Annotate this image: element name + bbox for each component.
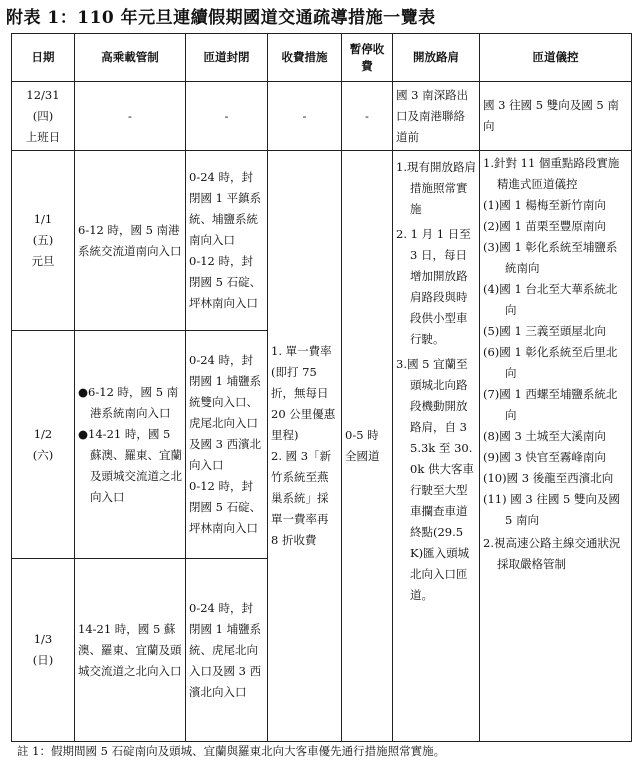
header-date: 日期	[12, 34, 75, 82]
hov-cell: 14-21 時，國 5 蘇澳、羅東、宜蘭及頭城交流道之北向入口	[75, 559, 186, 742]
toll-suspend-merged-cell: 0-5 時全國道	[342, 151, 393, 742]
table-row	[12, 151, 632, 331]
hov-cell: ●6-12 時，國 5 南港系統南向入口 ●14-21 時，國 5 蘇澳、羅東、宜蘭及頭城交流道之北向入口	[75, 331, 186, 559]
measures-table	[11, 33, 632, 742]
date-cell: 1/1 (五) 元旦	[12, 151, 75, 331]
bullet-icon: ●	[78, 426, 89, 441]
ramp-closure-cell: -	[186, 82, 268, 151]
shoulder-merged-cell: 1.現有開放路肩措施照常實施 2. 1 月 1 日至 3 日，每日增加開放路肩路段與時段供小型車行駛。 3.國 5 宜蘭至頭城北向路段機動開放路肩，自 35.3k 至 30.0k 供大客車行駛至大型車攔查車道終點(29.5K)匯入頭城北向入口匝道。	[393, 151, 480, 742]
list-item: (11) 國 3 往國 5 雙向及國 5 南向	[483, 492, 621, 527]
toll-merged-cell: 1. 單一費率(即打 75 折，無每日 20 公里優惠里程) 2. 國 3「新竹系統至燕巢系統」採單一費率再 8 折收費	[268, 151, 342, 742]
list-item: (7)國 1 西螺至埔鹽系統北向	[483, 387, 618, 422]
date-cell: 12/31 (四) 上班日	[12, 82, 75, 151]
list-item: (6)國 1 彰化系統至后里北向	[483, 345, 618, 380]
list-item: (5)國 1 三義至頭屋北向	[483, 324, 606, 338]
toll-cell: -	[268, 82, 342, 151]
list-item: (9)國 3 快官至霧峰南向	[483, 450, 606, 464]
list-item: (4)國 1 台北至大華系統北向	[483, 282, 618, 317]
footnote: 註 1：假期間國 5 石碇南向及頭城、宜蘭與羅東北向大客車優先通行措施照常實施。	[17, 744, 446, 758]
date-cell: 1/2 (六)	[12, 331, 75, 559]
ramp-metering-merged-cell: 1.針對 11 個重點路段實施精進式匝道儀控 (1)國 1 楊梅至新竹南向 (2)國 1 苗栗至豐原南向 (3)國 1 彰化系統至埔鹽系統南向 (4)國 1 台北至大華系統北向 (5)國 1 三義至頭屋北向 (6)國 1 彰化系統至后里北向 (7)國 1 西螺至埔鹽系統北向 (8)國 3 土城至大溪南向 (9)國 3 快官至霧峰南向 (10)國 3 後龍至西濱北向 (11) 國 3 往國 5 雙向及國 5 南向 2.視高速公路主線交通狀況採取嚴格管制	[480, 151, 632, 742]
header-hov: 高乘載管制	[75, 34, 186, 82]
header-shoulder: 開放路肩	[393, 34, 480, 82]
header-toll: 收費措施	[268, 34, 342, 82]
hov-cell: -	[75, 82, 186, 151]
ramp-metering-cell: 國 3 往國 5 雙向及國 5 南向	[480, 82, 632, 151]
header-ramp-closure: 匝道封閉	[186, 34, 268, 82]
header-row	[12, 34, 632, 82]
page-title: 附表 1：110 年元旦連續假期國道交通疏導措施一覽表	[6, 8, 436, 28]
date-cell: 1/3 (日)	[12, 559, 75, 742]
table-row	[12, 82, 632, 151]
list-item: (3)國 1 彰化系統至埔鹽系統南向	[483, 240, 618, 275]
list-item: (10)國 3 後龍至西濱北向	[483, 471, 614, 485]
bullet-icon: ●	[78, 384, 89, 399]
header-toll-suspend: 暫停收費	[342, 34, 393, 82]
ramp-closure-cell: 0-24 時，封閉國 1 埔鹽系統雙向入口、虎尾北向入口及國 3 西濱北向入口 0-12 時，封閉國 5 石碇、坪林南向入口	[186, 331, 268, 559]
list-item: (2)國 1 苗栗至豐原南向	[483, 219, 606, 233]
list-item: (8)國 3 土城至大溪南向	[483, 429, 606, 443]
ramp-closure-cell: 0-24 時，封閉國 1 平鎮系統、埔鹽系統南向入口 0-12 時，封閉國 5 石碇、坪林南向入口	[186, 151, 268, 331]
toll-suspend-cell: -	[342, 82, 393, 151]
shoulder-cell: 國 3 南深路出口及南港聯絡道前	[393, 82, 480, 151]
header-ramp-metering: 匝道儀控	[480, 34, 632, 82]
hov-cell: 6-12 時，國 5 南港系統交流道南向入口	[75, 151, 186, 331]
ramp-metering-list	[483, 195, 628, 531]
list-item: (1)國 1 楊梅至新竹南向	[483, 198, 606, 212]
ramp-closure-cell: 0-24 時，封閉國 1 埔鹽系統、虎尾北向入口及國 3 西濱北向入口	[186, 559, 268, 742]
